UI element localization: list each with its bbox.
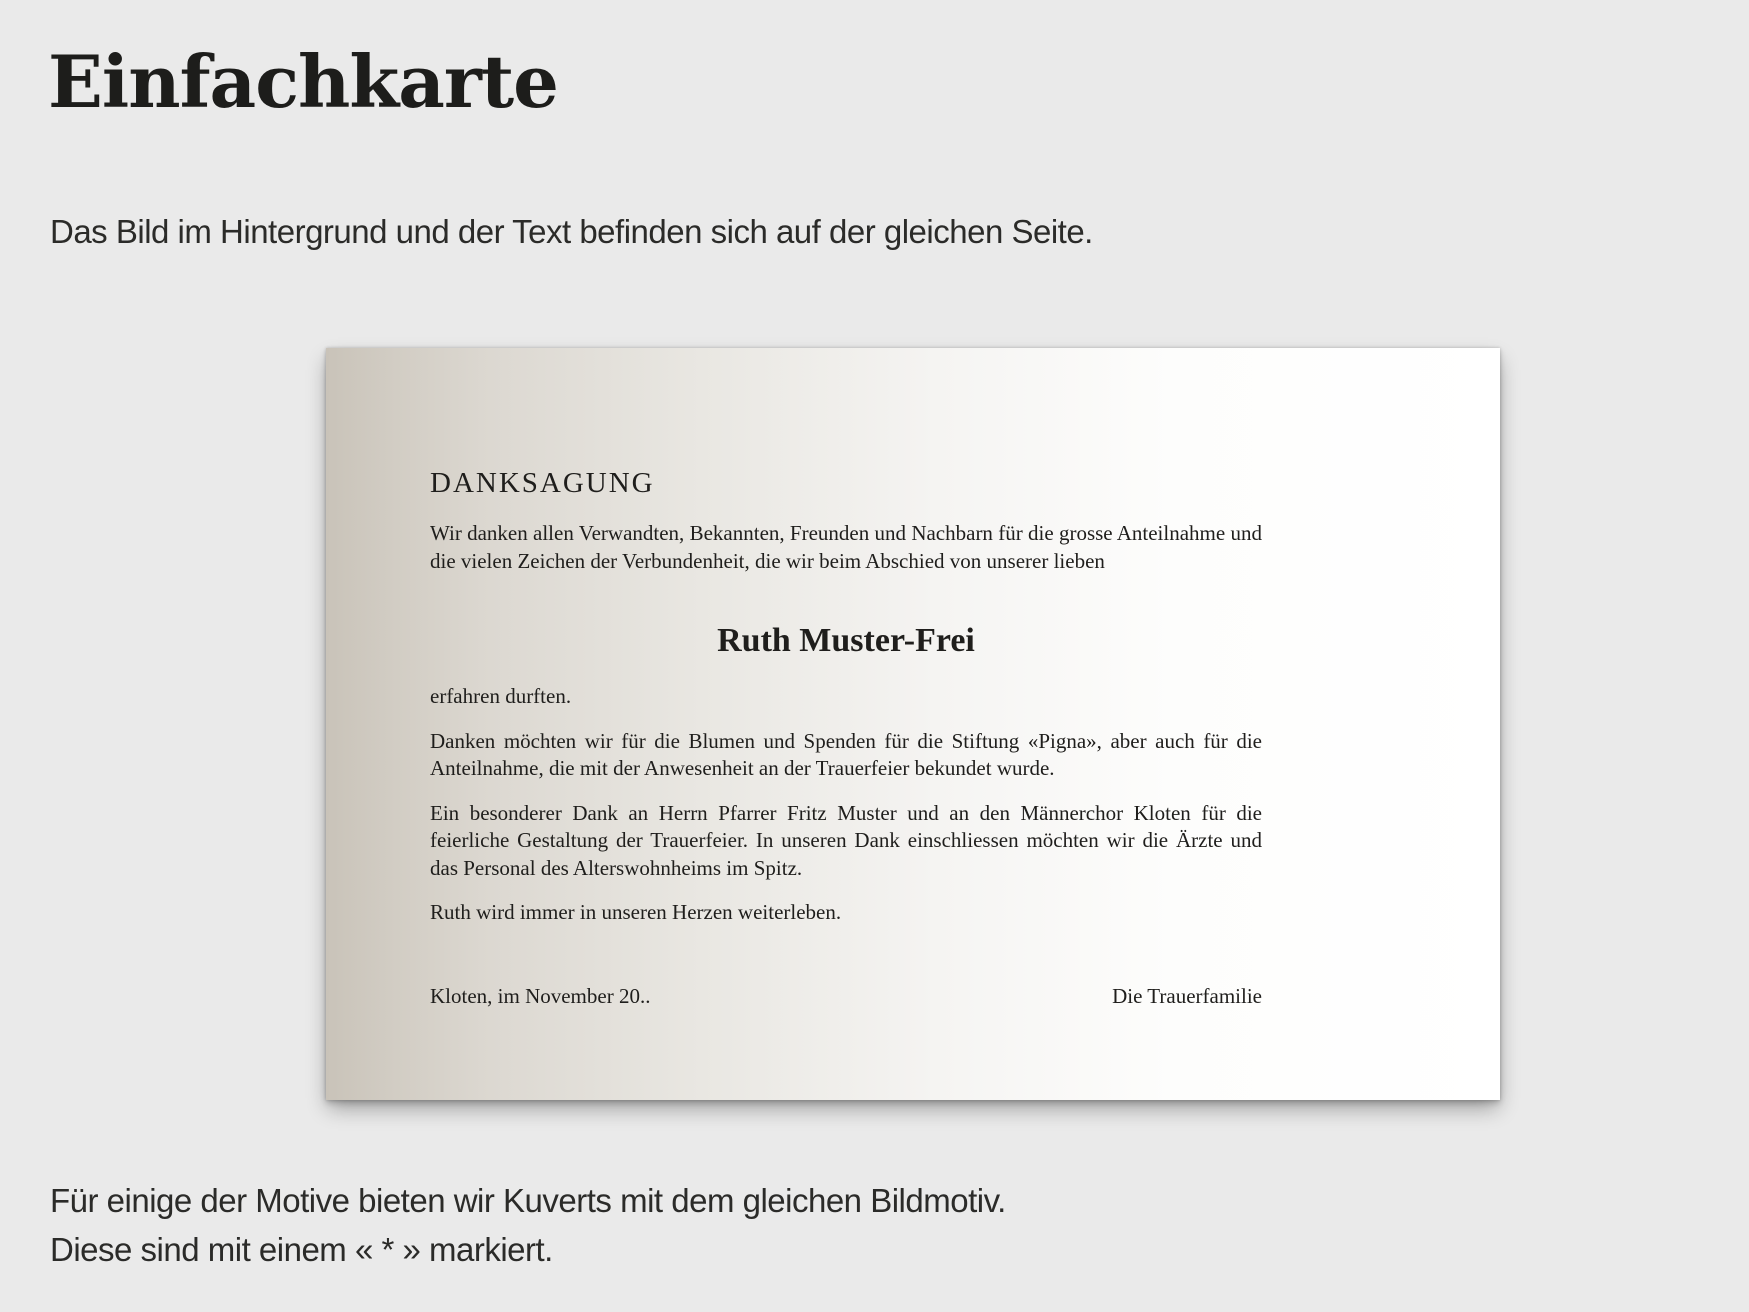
signature-row <box>430 983 1262 1011</box>
footer-line-2: Diese sind mit einem « * » markiert. <box>50 1231 553 1268</box>
card-paragraph-spenden: Danken möchten wir für die Blumen und Spenden für die Stiftung «Pigna», aber auch für die Anteilnahme, die mit der Anwesenheit an der Trauerfeier bekundet wurde. <box>430 728 1262 780</box>
card-content <box>430 465 1262 1010</box>
deceased-name: Ruth Muster-Frei <box>717 622 975 659</box>
signature: Die Trauerfamilie <box>1112 983 1262 1008</box>
card-paragraph-erfahren: erfahren durften. <box>430 684 572 708</box>
card-paragraph-herzen: Ruth wird immer in unseren Herzen weiterleben. <box>430 900 842 924</box>
page-title: Einfachkarte <box>48 39 558 124</box>
page-subtitle: Das Bild im Hintergrund und der Text befinden sich auf der gleichen Seite. <box>50 213 1093 250</box>
place-date: Kloten, im November 20.. <box>430 983 651 1008</box>
memorial-card-preview <box>326 348 1500 1100</box>
card-intro-paragraph: Wir danken allen Verwandten, Bekannten, Freunden und Nachbarn für die grosse Anteilnahme und die vielen Zeichen der Verbundenheit, die wir beim Abschied von unserer lieben <box>430 521 1262 573</box>
footer-line-1: Für einige der Motive bieten wir Kuverts mit dem gleichen Bildmotiv. <box>50 1182 1006 1219</box>
card-heading: DANKSAGUNG <box>430 467 655 499</box>
card-paragraph-dank: Ein besonderer Dank an Herrn Pfarrer Fritz Muster und an den Männerchor Kloten für die feierliche Gestaltung der Trauerfeier. In unseren Dank einschliessen möchten wir die Ärzte und das Personal des Alterswohnheims im Spitz. <box>430 800 1262 880</box>
footer-note <box>50 1176 1006 1274</box>
